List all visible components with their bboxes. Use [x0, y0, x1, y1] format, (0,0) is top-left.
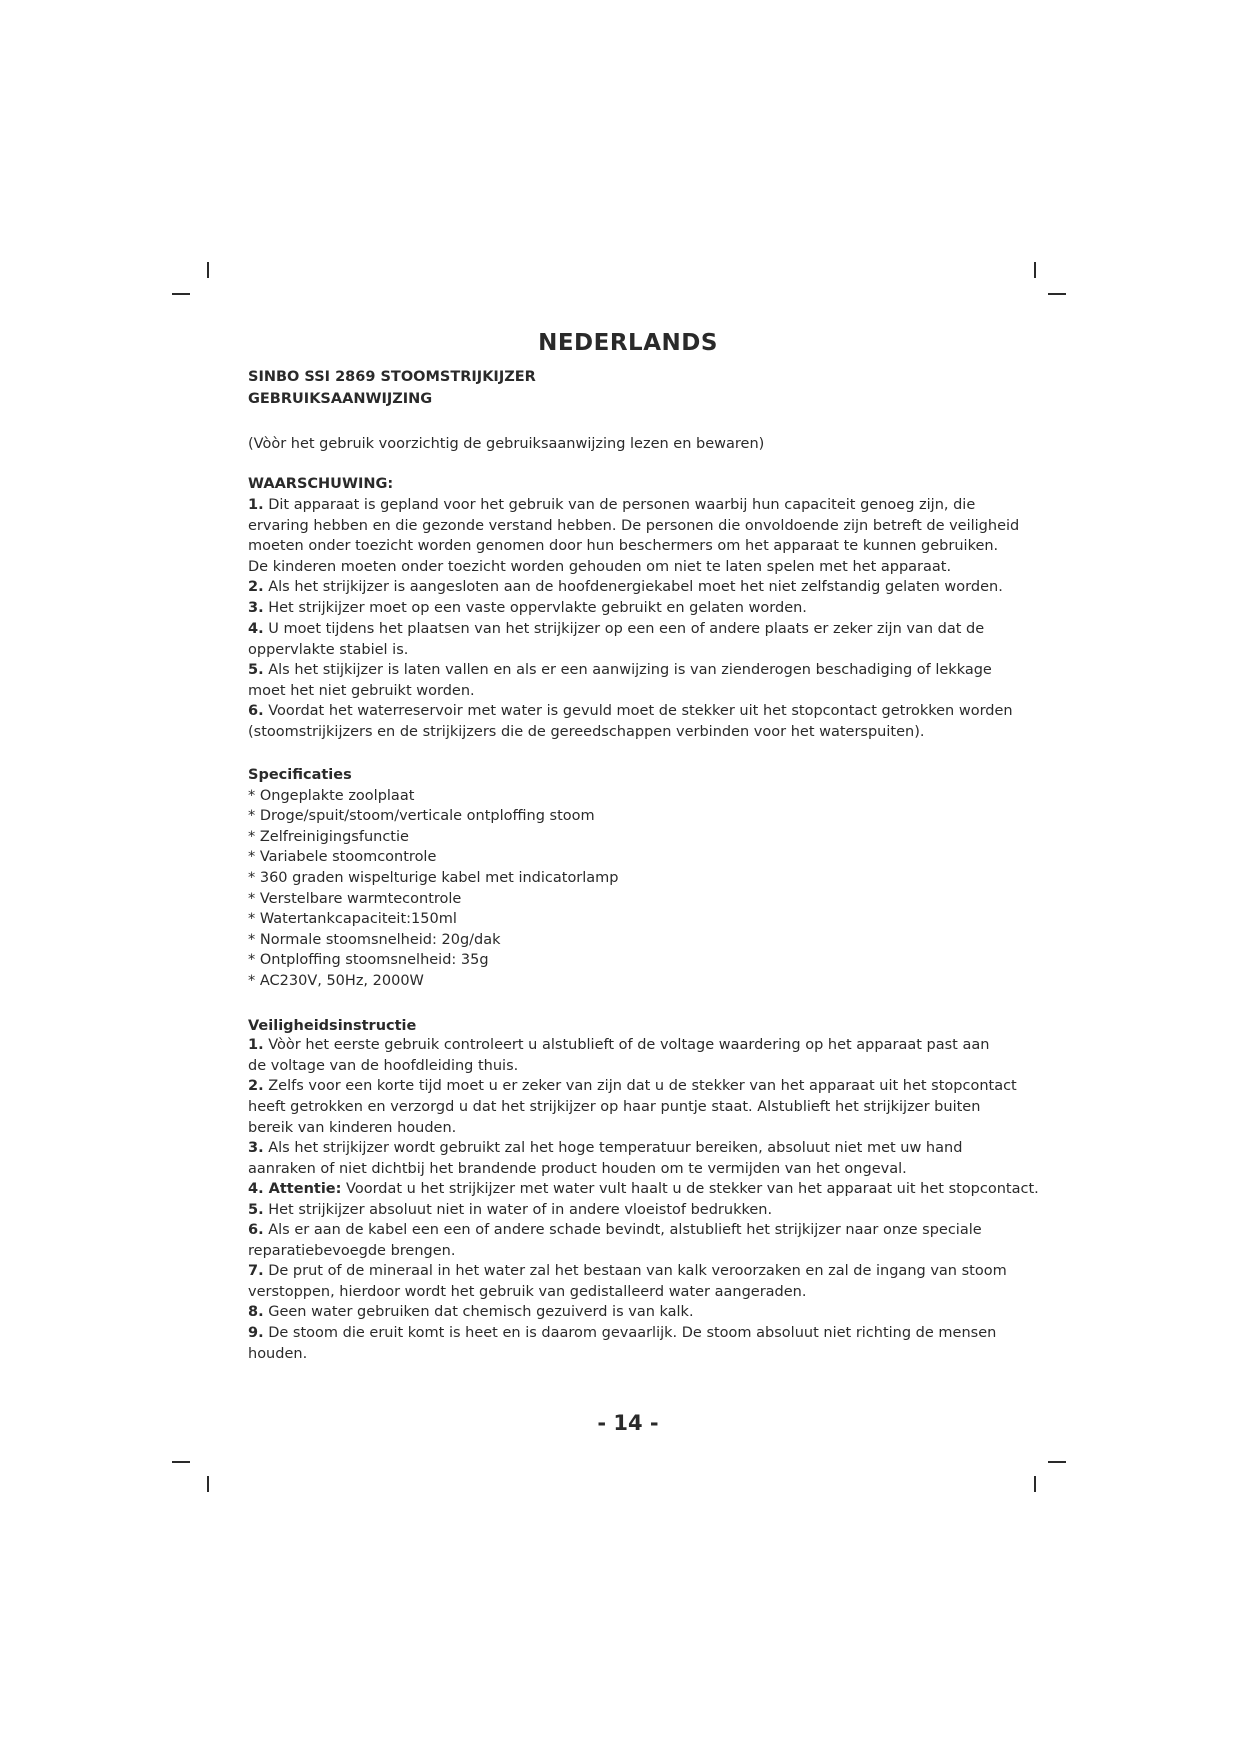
warning-heading: WAARSCHUWING:	[248, 476, 394, 492]
warning-item-text: (stoomstrijkijzers en de strijkijzers die de gereedschappen verbinden voor het waterspuiten).	[248, 724, 925, 740]
safety-line	[248, 1120, 456, 1136]
spec-line: * Verstelbare warmtecontrole	[248, 891, 462, 907]
warning-item-text: Als het stijkijzer is laten vallen en als er een aanwijzing is van zienderogen beschadiging of lekkage	[263, 662, 992, 678]
safety-item-number: 4. Attentie:	[248, 1181, 342, 1197]
safety-item-text: Vòòr het eerste gebruik controleert u alstublieft of de voltage waardering op het apparaat past aan	[263, 1037, 990, 1053]
safety-line	[248, 1243, 455, 1259]
safety-item-text: Voordat u het strijkijzer met water vult haalt u de stekker van het apparaat uit het stopcontact.	[341, 1181, 1039, 1197]
safety-heading: Veiligheidsinstructie	[248, 1018, 417, 1034]
crop-mark-top-left-vertical	[207, 262, 209, 278]
manual-title: GEBRUIKSAANWIJZING	[248, 391, 433, 407]
safety-item-number: 1.	[248, 1037, 264, 1053]
warning-item-text: Als het strijkijzer is aangesloten aan de hoofdenergiekabel moet het niet zelfstandig gelaten worden.	[263, 579, 1003, 595]
warning-item-number: 1.	[248, 497, 264, 513]
safety-item-number: 3.	[248, 1140, 264, 1156]
safety-item-number: 5.	[248, 1202, 264, 1218]
safety-line	[248, 1078, 1017, 1094]
product-title: SINBO SSI 2869 STOOMSTRIJKIJZER	[248, 369, 536, 385]
spec-line: * Normale stoomsnelheid: 20g/dak	[248, 932, 501, 948]
safety-line	[248, 1263, 1007, 1279]
safety-item-number: 8.	[248, 1304, 264, 1320]
safety-line	[248, 1181, 1039, 1197]
warning-item-number: 4.	[248, 621, 264, 637]
safety-line	[248, 1058, 518, 1074]
safety-item-text: verstoppen, hierdoor wordt het gebruik van gedistalleerd water aangeraden.	[248, 1284, 807, 1300]
safety-item-text: Geen water gebruiken dat chemisch gezuiverd is van kalk.	[263, 1304, 694, 1320]
warning-item-text: De kinderen moeten onder toezicht worden gehouden om niet te laten spelen met het apparaat.	[248, 559, 952, 575]
spec-line: * 360 graden wispelturige kabel met indicatorlamp	[248, 870, 619, 886]
safety-item-text: Zelfs voor een korte tijd moet u er zeker van zijn dat u de stekker van het apparaat uit het stopcontact	[263, 1078, 1017, 1094]
safety-item-text: De prut of de mineraal in het water zal het bestaan van kalk veroorzaken en zal de ingang van stoom	[263, 1263, 1007, 1279]
spec-line: * Droge/spuit/stoom/verticale ontploffing stoom	[248, 808, 595, 824]
safety-line	[248, 1037, 989, 1053]
intro-note: (Vòòr het gebruik voorzichtig de gebruiksaanwijzing lezen en bewaren)	[248, 436, 765, 452]
crop-mark-top-left-horizontal	[172, 293, 190, 295]
warning-item-text: Het strijkijzer moet op een vaste oppervlakte gebruikt en gelaten worden.	[263, 600, 807, 616]
safety-item-text: Als het strijkijzer wordt gebruikt zal het hoge temperatuur bereiken, absoluut niet met uw hand	[263, 1140, 963, 1156]
safety-line	[248, 1284, 806, 1300]
spec-line: * Zelfreinigingsfunctie	[248, 829, 409, 845]
warning-item-text: moet het niet gebruikt worden.	[248, 683, 475, 699]
warning-line	[248, 518, 1019, 534]
safety-item-text: de voltage van de hoofdleiding thuis.	[248, 1058, 519, 1074]
crop-mark-bottom-right-vertical	[1034, 1476, 1036, 1492]
safety-item-number: 2.	[248, 1078, 264, 1094]
warning-line	[248, 621, 984, 637]
specs-heading: Specificaties	[248, 767, 352, 783]
warning-line	[248, 497, 975, 513]
safety-item-number: 7.	[248, 1263, 264, 1279]
safety-item-number: 6.	[248, 1222, 264, 1238]
warning-line	[248, 662, 992, 678]
warning-item-number: 3.	[248, 600, 264, 616]
warning-item-text: Voordat het waterreservoir met water is gevuld moet de stekker uit het stopcontact getrokken worden	[263, 703, 1013, 719]
warning-item-text: U moet tijdens het plaatsen van het strijkijzer op een een of andere plaats er zeker zijn van dat de	[263, 621, 985, 637]
crop-mark-bottom-left-vertical	[207, 1476, 209, 1492]
safety-line	[248, 1325, 996, 1341]
safety-line	[248, 1222, 982, 1238]
warning-line	[248, 642, 408, 658]
warning-item-text: moeten onder toezicht worden genomen door hun beschermers om het apparaat te kunnen gebruiken.	[248, 538, 999, 554]
warning-item-number: 6.	[248, 703, 264, 719]
safety-item-text: Het strijkijzer absoluut niet in water of in andere vloeistof bedrukken.	[263, 1202, 773, 1218]
crop-mark-bottom-right-horizontal	[1048, 1461, 1066, 1463]
crop-mark-top-right-vertical	[1034, 262, 1036, 278]
crop-mark-bottom-left-horizontal	[172, 1461, 190, 1463]
safety-item-text: De stoom die eruit komt is heet en is daarom gevaarlijk. De stoom absoluut niet richting de mensen	[263, 1325, 997, 1341]
warning-item-text: oppervlakte stabiel is.	[248, 642, 409, 658]
safety-item-text: bereik van kinderen houden.	[248, 1120, 457, 1136]
spec-line: * Variabele stoomcontrole	[248, 849, 437, 865]
safety-line	[248, 1161, 907, 1177]
warning-line	[248, 559, 951, 575]
spec-line: * AC230V, 50Hz, 2000W	[248, 973, 424, 989]
warning-item-text: Dit apparaat is gepland voor het gebruik van de personen waarbij hun capaciteit genoeg zijn, die	[263, 497, 976, 513]
crop-mark-top-right-horizontal	[1048, 293, 1066, 295]
safety-item-text: reparatiebevoegde brengen.	[248, 1243, 456, 1259]
safety-item-number: 9.	[248, 1325, 264, 1341]
warning-item-number: 5.	[248, 662, 264, 678]
safety-item-text: aanraken of niet dichtbij het brandende product houden om te vermijden van het ongeval.	[248, 1161, 907, 1177]
warning-item-number: 2.	[248, 579, 264, 595]
safety-item-text: heeft getrokken en verzorgd u dat het strijkijzer op haar puntje staat. Alstublieft het strijkijzer buiten	[248, 1099, 981, 1115]
safety-line	[248, 1099, 980, 1115]
page-title: NEDERLANDS	[538, 330, 718, 356]
spec-line: * Ongeplakte zoolplaat	[248, 788, 415, 804]
warning-line	[248, 538, 998, 554]
warning-line	[248, 724, 924, 740]
warning-line	[248, 683, 475, 699]
warning-line	[248, 703, 1013, 719]
spec-line: * Ontploffing stoomsnelheid: 35g	[248, 952, 489, 968]
safety-line	[248, 1346, 307, 1362]
safety-line	[248, 1304, 694, 1320]
safety-item-text: Als er aan de kabel een een of andere schade bevindt, alstublieft het strijkijzer naar onze speciale	[263, 1222, 982, 1238]
warning-item-text: ervaring hebben en die gezonde verstand hebben. De personen die onvoldoende zijn betreft de veiligheid	[248, 518, 1020, 534]
spec-line: * Watertankcapaciteit:150ml	[248, 911, 457, 927]
safety-line	[248, 1140, 962, 1156]
safety-item-text: houden.	[248, 1346, 308, 1362]
page-number: - 14 -	[597, 1411, 659, 1435]
warning-line	[248, 579, 1003, 595]
warning-line	[248, 600, 807, 616]
safety-line	[248, 1202, 772, 1218]
